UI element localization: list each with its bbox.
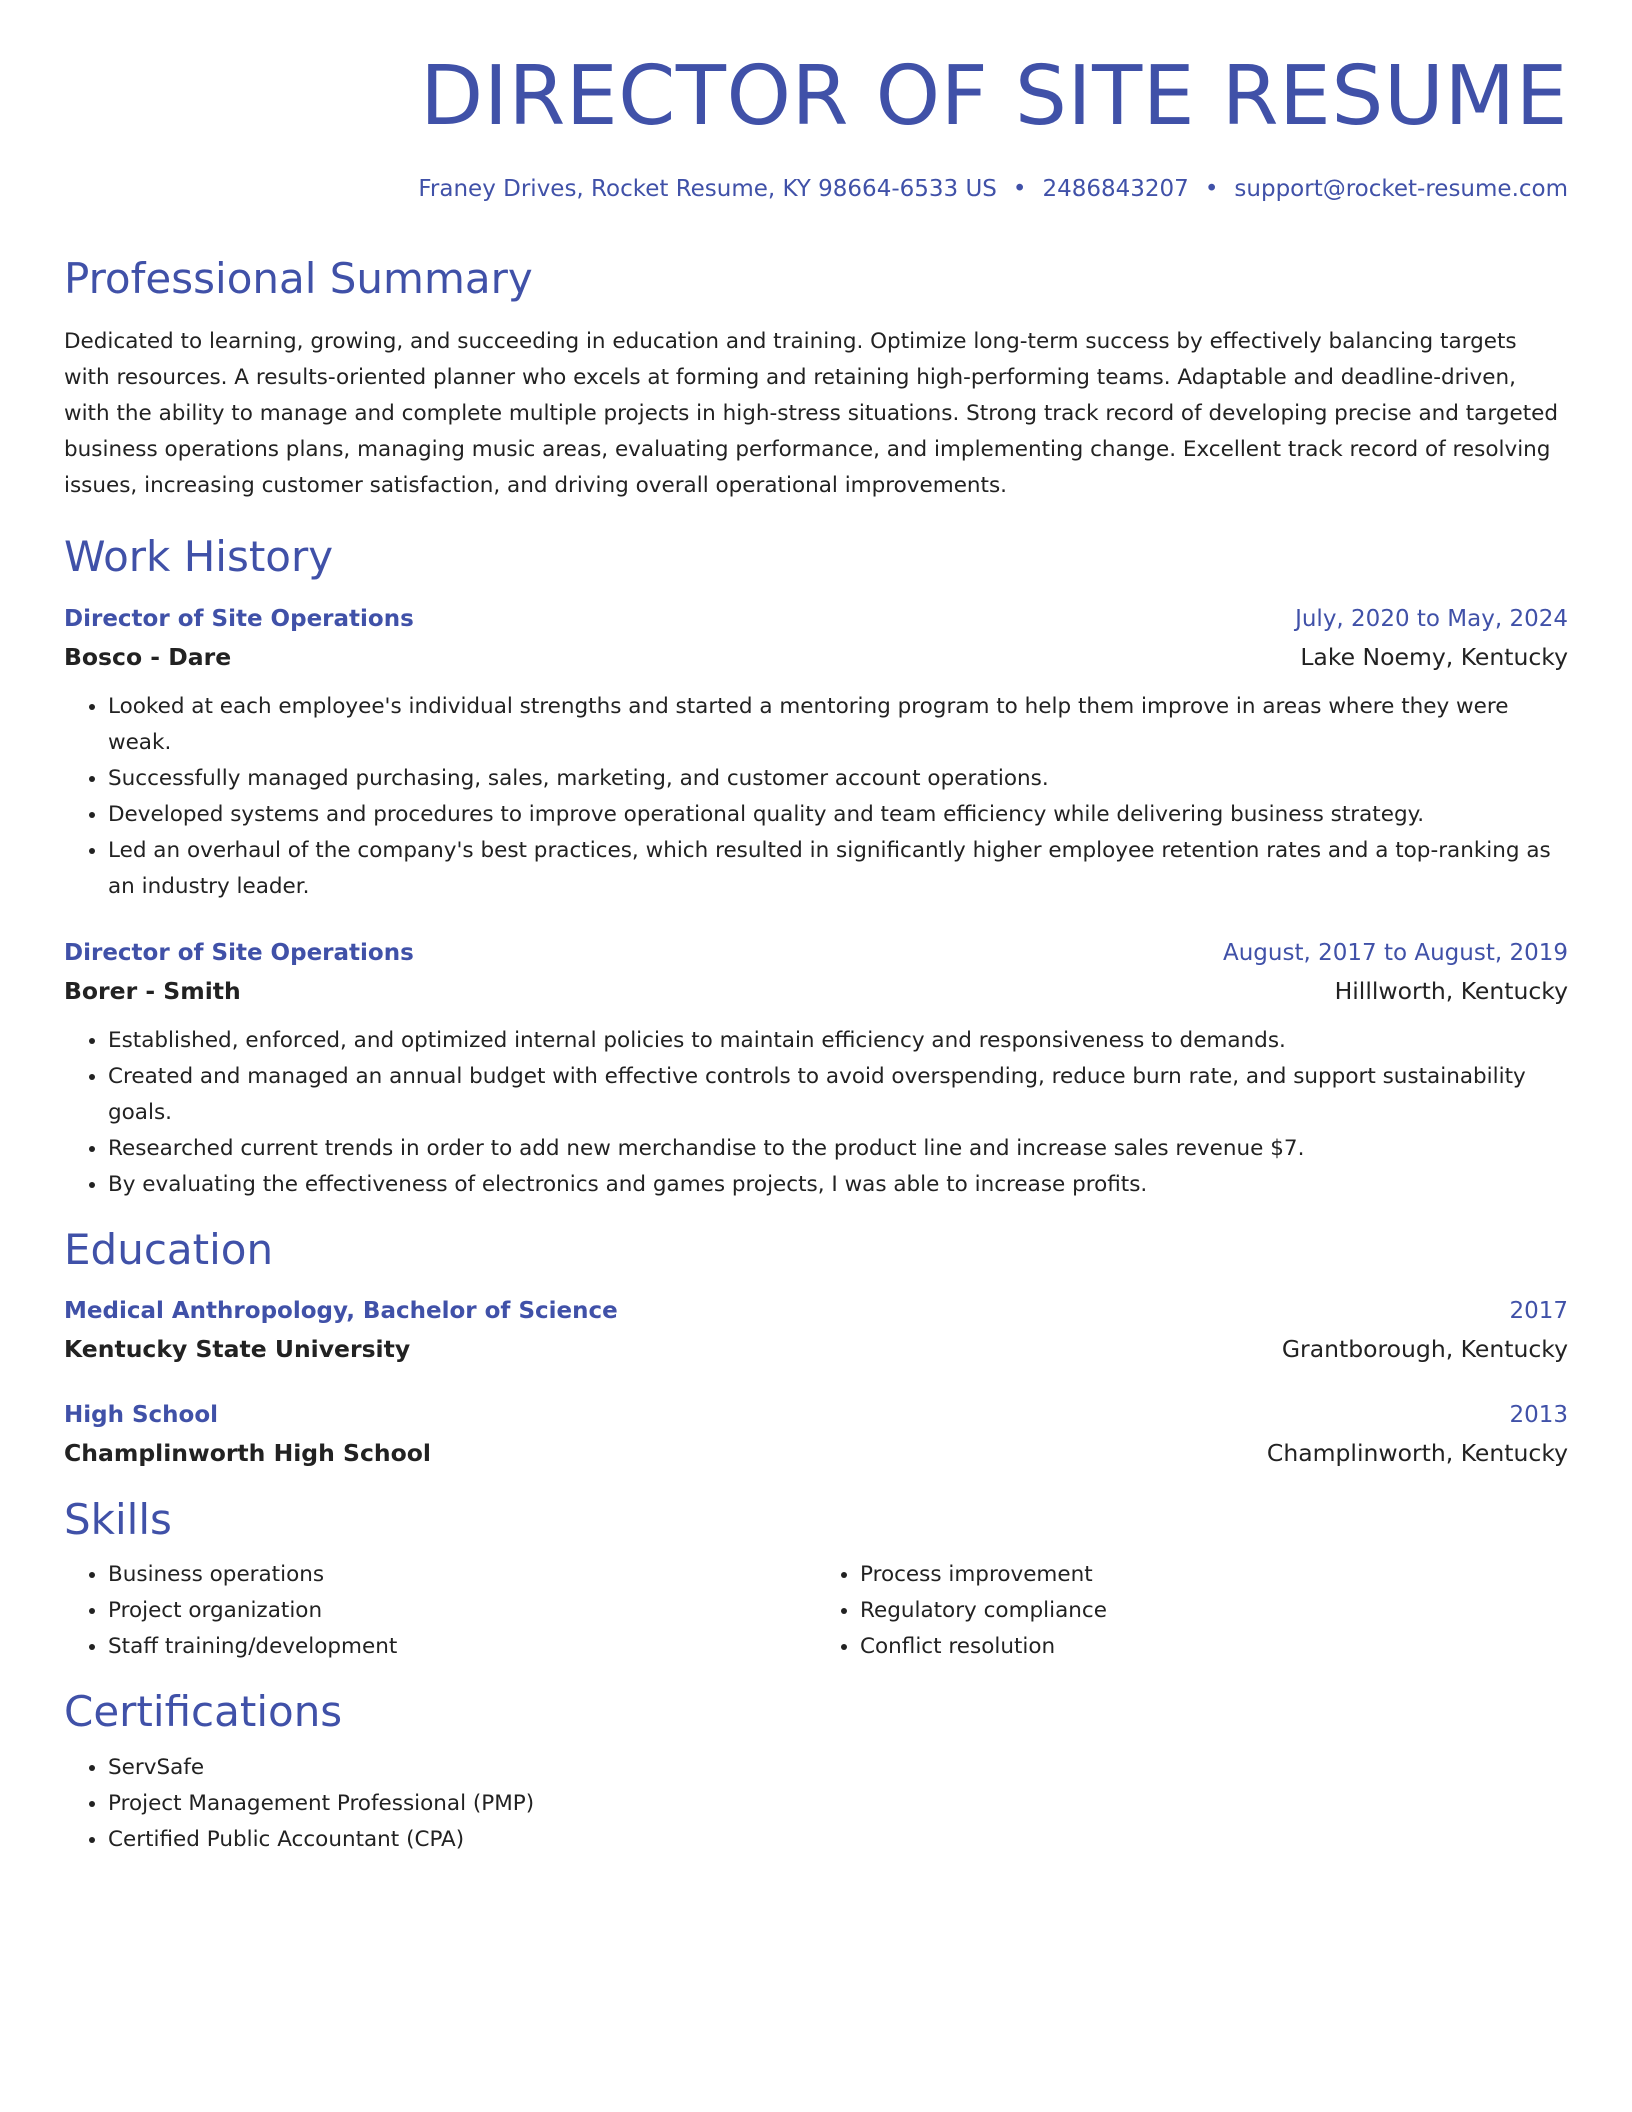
list-item: • Created and managed an annual budget with effective controls to avoid overspending, reduce burn rate, and support sustainability goals.	[108, 1059, 1568, 1131]
education-entry-header	[64, 1293, 1568, 1329]
list-item: • Developed systems and procedures to improve operational quality and team efficiency while delivering business strategy.	[108, 797, 1568, 833]
skills-list-left	[64, 1557, 816, 1665]
job-dates: July, 2020 to May, 2024	[1295, 605, 1568, 632]
company-name: Bosco - Dare	[64, 642, 232, 671]
resume-title: DIRECTOR OF SITE RESUME	[420, 49, 1568, 144]
contact-separator: •	[1204, 176, 1219, 203]
skills-heading: Skills	[64, 1495, 172, 1545]
skills-grid	[64, 1557, 1568, 1665]
job-bullets	[64, 689, 1568, 905]
work-entry	[64, 601, 1568, 905]
skill-item: • Staff training/development	[108, 1629, 816, 1665]
work-history-section	[64, 532, 1568, 1202]
contact-email[interactable]: support@rocket-resume.com	[1234, 176, 1568, 203]
skill-item: • Project organization	[108, 1593, 816, 1629]
education-section	[64, 1225, 1568, 1473]
degree-name: High School	[64, 1402, 219, 1429]
contact-address: Franey Drives, Rocket Resume, KY 98664-6533 US	[418, 176, 997, 203]
school-location: Champlinworth, Kentucky	[1266, 1439, 1568, 1468]
skill-item: • Business operations	[108, 1557, 816, 1593]
school-name: Champlinworth High School	[64, 1439, 431, 1468]
work-entry	[64, 935, 1568, 1203]
education-entry-header	[64, 1397, 1568, 1433]
list-item: • Established, enforced, and optimized internal policies to maintain efficiency and responsiveness to demands.	[108, 1023, 1568, 1059]
school-location: Grantborough, Kentucky	[1281, 1335, 1568, 1364]
summary-heading: Professional Summary	[64, 253, 533, 303]
education-heading: Education	[64, 1224, 274, 1274]
summary-section	[64, 254, 1568, 504]
contact-phone: 2486843207	[1042, 176, 1189, 203]
school-name: Kentucky State University	[64, 1335, 411, 1364]
list-item: • By evaluating the effectiveness of electronics and games projects, I was able to increase profits.	[108, 1167, 1568, 1203]
job-title: Director of Site Operations	[64, 605, 414, 632]
certification-item: • Project Management Professional (PMP)	[108, 1786, 1568, 1822]
skills-section	[64, 1495, 1568, 1665]
list-item: • Looked at each employee's individual strengths and started a mentoring program to help them improve in areas where they were weak.	[108, 689, 1568, 761]
company-name: Borer - Smith	[64, 976, 241, 1005]
certification-item: • Certified Public Accountant (CPA)	[108, 1822, 1568, 1858]
skills-list-right	[816, 1557, 1568, 1665]
work-entry-subheader	[64, 637, 1568, 677]
work-entry-subheader	[64, 971, 1568, 1011]
contact-line	[64, 176, 1568, 204]
graduation-year: 2017	[1509, 1298, 1568, 1325]
list-item: • Led an overhaul of the company's best practices, which resulted in significantly higher employee retention rates and a top-ranking as an industry leader.	[108, 833, 1568, 905]
work-entry-header	[64, 935, 1568, 971]
certifications-list	[64, 1750, 1568, 1858]
summary-text: Dedicated to learning, growing, and succeeding in education and training. Optimize long-term success by effectively balancing targets with resources. A results-oriented planner who excels at forming and retaining high-performing teams. Adaptable and deadline-driven, with the ability to manage and complete multiple projects in high-stress situations. Strong track record of developing precise and targeted business operations plans, managing music areas, evaluating performance, and implementing change. Excellent track record of resolving issues, increasing customer satisfaction, and driving overall operational improvements.	[64, 329, 1558, 499]
job-dates: August, 2017 to August, 2019	[1223, 939, 1568, 966]
skill-item: • Process improvement	[860, 1557, 1568, 1593]
education-entry-subheader	[64, 1433, 1568, 1473]
job-title: Director of Site Operations	[64, 939, 414, 966]
degree-name: Medical Anthropology, Bachelor of Science	[64, 1298, 618, 1325]
list-item: • Successfully managed purchasing, sales, marketing, and customer account operations.	[108, 761, 1568, 797]
certification-item: • ServSafe	[108, 1750, 1568, 1786]
list-item: • Researched current trends in order to add new merchandise to the product line and increase sales revenue $7.	[108, 1131, 1568, 1167]
job-location: Lake Noemy, Kentucky	[1300, 642, 1568, 671]
education-entry	[64, 1397, 1568, 1473]
education-entry	[64, 1293, 1568, 1369]
resume-header	[64, 50, 1568, 204]
work-entry-header	[64, 601, 1568, 637]
skill-item: • Regulatory compliance	[860, 1593, 1568, 1629]
skill-item: • Conflict resolution	[860, 1629, 1568, 1665]
certifications-section	[64, 1687, 1568, 1857]
work-history-heading: Work History	[64, 532, 334, 582]
certifications-heading: Certifications	[64, 1687, 343, 1737]
education-entry-subheader	[64, 1329, 1568, 1369]
job-location: Hilllworth, Kentucky	[1334, 976, 1568, 1005]
graduation-year: 2013	[1509, 1402, 1568, 1429]
contact-separator: •	[1012, 176, 1027, 203]
job-bullets	[64, 1023, 1568, 1203]
